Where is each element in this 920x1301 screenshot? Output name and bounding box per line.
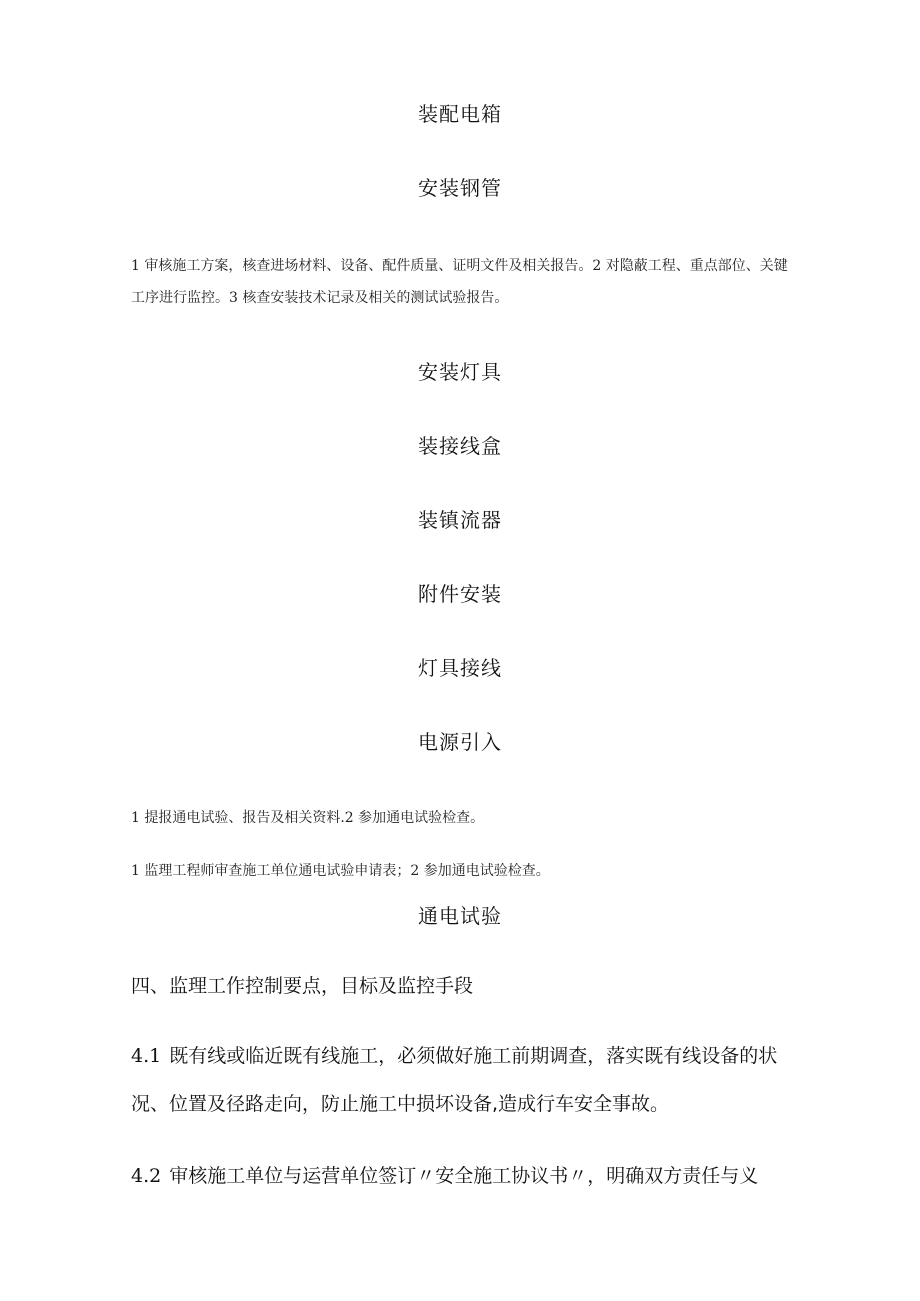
contractor-note-power-test: 1 提报通电试验、报告及相关资料.2 参加通电试验检查。 — [131, 810, 485, 826]
section-heading: 四、监理工作控制要点，目标及监控手段 — [131, 975, 474, 997]
paragraph-number: 4.2 — [131, 1165, 162, 1187]
paragraph-text: 既有线或临近既有线施工，必须做好施工前期调查，落实既有线设备的状况、位置及径路走向，防止施工中损坏设备,造成行车安全事故。 — [131, 1045, 778, 1115]
supervision-note-installation: 1 审核施工方案，核查进场材料、设备、配件质量、证明文件及相关报告。2 对隐蔽工程、重点部位、关键工序进行监控。3 核查安装技术记录及相关的测试试验报告。 — [131, 258, 788, 306]
flow-step-power-input: 电源引入 — [418, 730, 502, 754]
paragraph-4-2 — [131, 1152, 801, 1200]
flow-step-accessories: 附件安装 — [418, 582, 502, 606]
paragraph-4-1 — [131, 1032, 801, 1128]
flow-step-ballast: 装镇流器 — [418, 508, 502, 532]
paragraph-text: 审核施工单位与运营单位签订〃安全施工协议书〃，明确双方责任与义 — [169, 1165, 759, 1187]
supervisor-note-power-test: 1 监理工程师审查施工单位通电试验申请表；2 参加通电试验检查。 — [131, 863, 550, 879]
flow-step-junction-box: 装接线盒 — [418, 434, 502, 458]
paragraph-number: 4.1 — [131, 1045, 162, 1067]
flow-step-power-test: 通电试验 — [418, 904, 502, 928]
flow-step-distribution-box: 装配电箱 — [418, 102, 502, 126]
flow-step-steel-pipe: 安装钢管 — [418, 176, 502, 200]
flow-step-install-lamps: 安装灯具 — [418, 360, 502, 384]
flow-step-lamp-wiring: 灯具接线 — [418, 656, 502, 680]
